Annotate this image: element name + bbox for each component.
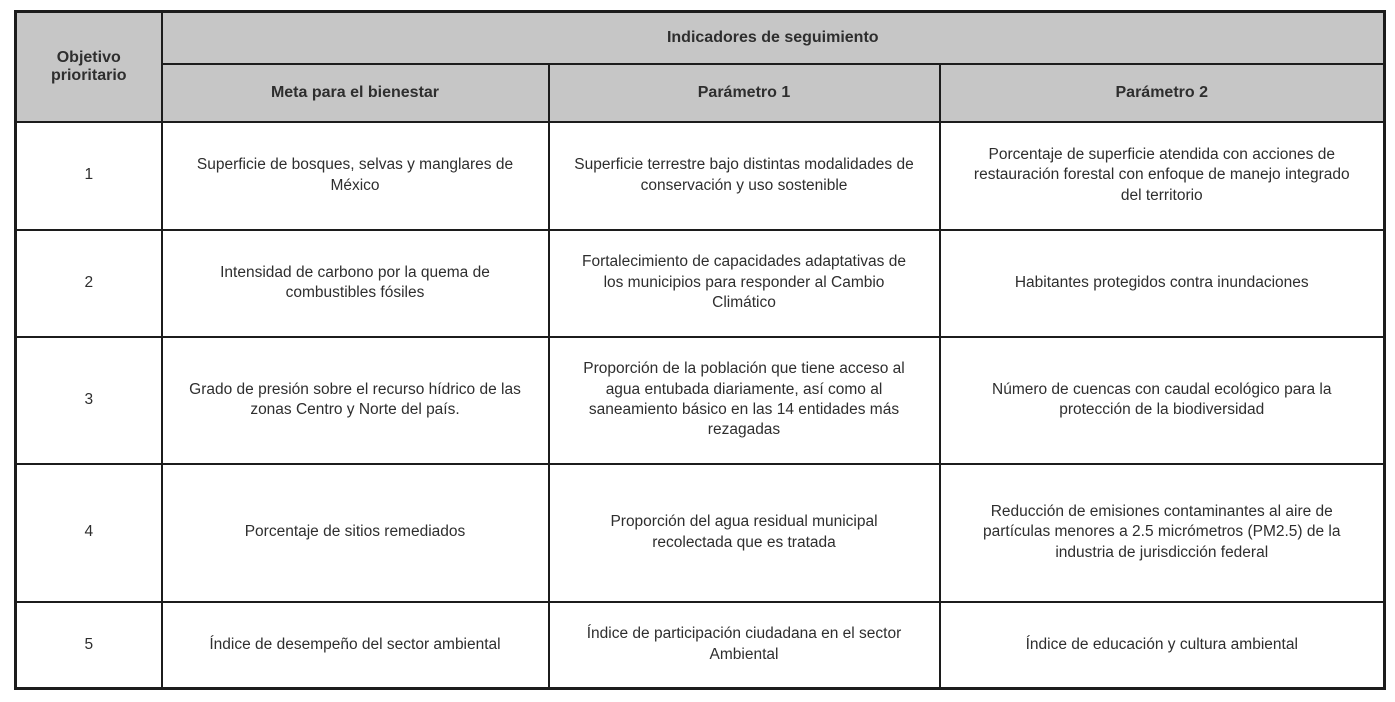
cell-objetivo: 5 <box>16 602 162 689</box>
cell-parametro1: Fortalecimiento de capacidades adaptativas de los municipios para responder al Cambio Climático <box>549 230 940 337</box>
subheader-parametro-2: Parámetro 2 <box>940 64 1385 122</box>
cell-parametro1: Índice de participación ciudadana en el sector Ambiental <box>549 602 940 689</box>
cell-objetivo: 1 <box>16 122 162 230</box>
cell-objetivo: 3 <box>16 337 162 464</box>
cell-parametro2: Porcentaje de superficie atendida con acciones de restauración forestal con enfoque de manejo integrado del territorio <box>940 122 1385 230</box>
table-row <box>16 602 1385 689</box>
cell-parametro1: Proporción de la población que tiene acceso al agua entubada diariamente, así como al saneamiento básico en las 14 entidades más rezagadas <box>549 337 940 464</box>
header-row-group <box>16 12 1385 64</box>
cell-objetivo: 2 <box>16 230 162 337</box>
table-row <box>16 230 1385 337</box>
table-row <box>16 337 1385 464</box>
cell-parametro2: Habitantes protegidos contra inundaciones <box>940 230 1385 337</box>
cell-parametro2: Índice de educación y cultura ambiental <box>940 602 1385 689</box>
cell-parametro1: Proporción del agua residual municipal recolectada que es tratada <box>549 464 940 602</box>
table-row <box>16 464 1385 602</box>
cell-meta: Superficie de bosques, selvas y manglares de México <box>162 122 549 230</box>
cell-parametro1: Superficie terrestre bajo distintas modalidades de conservación y uso sostenible <box>549 122 940 230</box>
cell-parametro2: Reducción de emisiones contaminantes al aire de partículas menores a 2.5 micrómetros (PM2.5) de la industria de jurisdicción federal <box>940 464 1385 602</box>
header-row-sub <box>16 64 1385 122</box>
corner-header-objetivo-prioritario: Objetivo prioritario <box>16 12 162 122</box>
subheader-meta-bienestar: Meta para el bienestar <box>162 64 549 122</box>
group-header-indicadores: Indicadores de seguimiento <box>162 12 1385 64</box>
cell-meta: Intensidad de carbono por la quema de combustibles fósiles <box>162 230 549 337</box>
cell-meta: Porcentaje de sitios remediados <box>162 464 549 602</box>
cell-parametro2: Número de cuencas con caudal ecológico para la protección de la biodiversidad <box>940 337 1385 464</box>
cell-meta: Índice de desempeño del sector ambiental <box>162 602 549 689</box>
cell-meta: Grado de presión sobre el recurso hídrico de las zonas Centro y Norte del país. <box>162 337 549 464</box>
table-row <box>16 122 1385 230</box>
cell-objetivo: 4 <box>16 464 162 602</box>
indicators-table <box>14 10 1386 690</box>
subheader-parametro-1: Parámetro 1 <box>549 64 940 122</box>
